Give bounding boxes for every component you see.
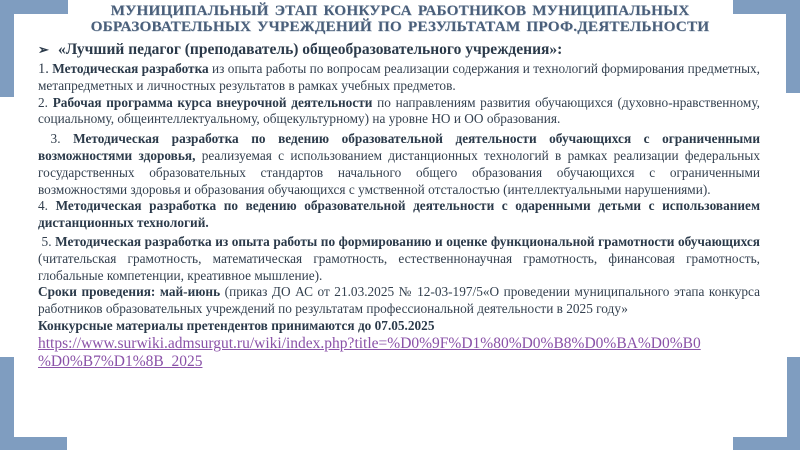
- slide-title: [0, 3, 800, 35]
- item-title: Методическая разработка по ведению образовательной деятельности с одаренными детьми с использованием дистанционных технологий.: [38, 198, 761, 231]
- list-item-2: [38, 95, 760, 129]
- corner-frame-bottom-right-h: [733, 437, 800, 450]
- link-line-2[interactable]: %D0%B7%D1%8B_2025: [38, 352, 203, 370]
- corner-frame-bottom-left-h: [0, 437, 67, 450]
- deadline-text: Конкурсные материалы претендентов принимаются до 07.05.2025: [38, 317, 435, 333]
- list-item-3: [38, 131, 760, 198]
- item-description: по направлениям развития обучающихся (духовно-нравственному, социальному, общеинтеллектуальному, общекультурному) на уровне НО и ОО образования.: [38, 94, 760, 127]
- list-item-5: [38, 234, 760, 284]
- item-title: Рабочая программа курса внеурочной деятельности: [52, 94, 373, 110]
- schedule-paragraph: [38, 284, 760, 318]
- item-description: (читательская грамотность, математическая грамотность, естественнонаучная грамотность, финансовая грамотность, глобальные компетенции, креативное мышление).: [38, 250, 760, 283]
- list-item-1: [38, 61, 760, 95]
- list-item-4: [38, 198, 760, 232]
- schedule-label: Сроки проведения: май-июнь: [38, 284, 221, 300]
- item-title: Методическая разработка по ведению образовательной деятельности обучающихся с ограниченными возможностями здоровья,: [38, 131, 760, 163]
- item-title: Методическая разработка: [52, 61, 209, 76]
- arrow-bullet-icon: ➢: [38, 42, 49, 57]
- schedule-text: (приказ ДО АС от 21.03.2025 № 12-03-197/5«О проведении муниципального этапа конкурса работников образовательных учреждений по результатам профессиональной деятельности в 2025 году»: [38, 284, 760, 317]
- slide-content: [38, 41, 760, 371]
- item-number: 4.: [38, 198, 48, 214]
- slide-title-line-2: ОБРАЗОВАТЕЛЬНЫХ УЧРЕЖДЕНИЙ ПО РЕЗУЛЬТАТАМ ПРОФ.ДЕЯТЕЛЬНОСТИ: [90, 18, 710, 35]
- item-number: 1.: [38, 61, 49, 77]
- slide-title-line-1: МУНИЦИПАЛЬНЫЙ ЭТАП КОНКУРСА РАБОТНИКОВ МУНИЦИПАЛЬНЫХ: [110, 2, 690, 19]
- surwiki-link[interactable]: [38, 335, 760, 371]
- item-title: Методическая разработка из опыта работы по формированию и оценке функциональной грамотности обучающихся: [55, 233, 760, 249]
- nomination-heading: [38, 41, 760, 59]
- item-number: 5.: [41, 233, 52, 249]
- item-description: реализуемая с использованием дистанционных технологий в рамках реализации федеральных государственных образовательных стандартов начального общего образования обучающихся с ограниченными возможностями здоровья и образования обучающихся с умственной отсталостью (интеллектуальными нарушениями).: [38, 147, 760, 197]
- link-line-1[interactable]: https://www.surwiki.admsurgut.ru/wiki/index.php?title=%D0%9F%D1%80%D0%B8%D0%BA%D0%B0: [38, 334, 701, 352]
- item-number: 3.: [50, 131, 61, 147]
- item-number: 2.: [38, 94, 48, 110]
- nomination-text: «Лучший педагог (преподаватель) общеобразовательного учреждения»:: [58, 41, 563, 58]
- item-description: из опыта работы по вопросам реализации содержания и технологий формирования предметных, метапредметных и личностных результатов в рамках учебных предметов.: [38, 61, 760, 93]
- deadline-paragraph: [38, 318, 760, 335]
